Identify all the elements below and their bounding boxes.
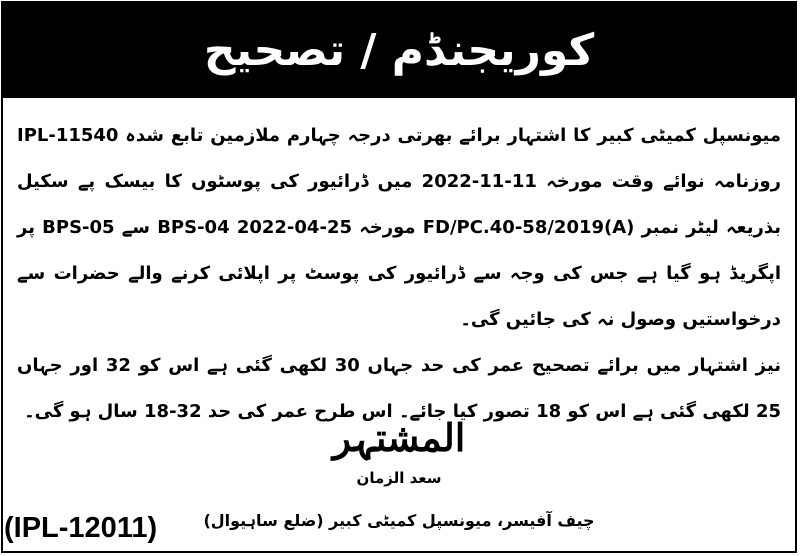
ad-title: کوریجنڈم / تصحیح [203, 25, 595, 76]
ad-body [17, 113, 781, 435]
advertisement-frame [1, 1, 797, 553]
header-band [3, 3, 795, 98]
corrigendum-paragraph-2: نیز اشتہار میں برائے تصحیح عمر کی حد جہاں 30 لکھی گئی ہے اس کو 32 اور جہاں 25 لکھی گئی ہے اس کو 18 تصور کیا جائے۔ اس طرح عمر کی حد 32-18 سال ہو گی۔ [17, 355, 781, 422]
signatory-title: چیف آفیسر، میونسپل کمیٹی کبیر (ضلع ساہیوال) [203, 511, 595, 530]
reference-code: (IPL-12011) [4, 512, 158, 544]
signature-label: المشتہر [332, 415, 466, 460]
corrigendum-paragraph-1: میونسپل کمیٹی کبیر کا اشتہار برائے بھرتی درجہ چہارم ملازمین تابع شدہ IPL-11540 روزنامہ نوائے وقت مورخہ 11-11-2022 میں ڈرائیور کی پوسٹوں کا بیسک پے سکیل بذریعہ لیٹر نمبر FD/PC.40-58/2019(A) مورخہ 25-04-2022 BPS-04 سے BPS-05 پر اپگریڈ ہو گیا ہے جس کی وجہ سے ڈرائیور کی پوسٹ پر اپلائی کرنے والے حضرات سے درخواستیں وصول نہ کی جائیں گی۔ [17, 125, 781, 330]
signatory-name: سعد الزمان [356, 469, 442, 487]
